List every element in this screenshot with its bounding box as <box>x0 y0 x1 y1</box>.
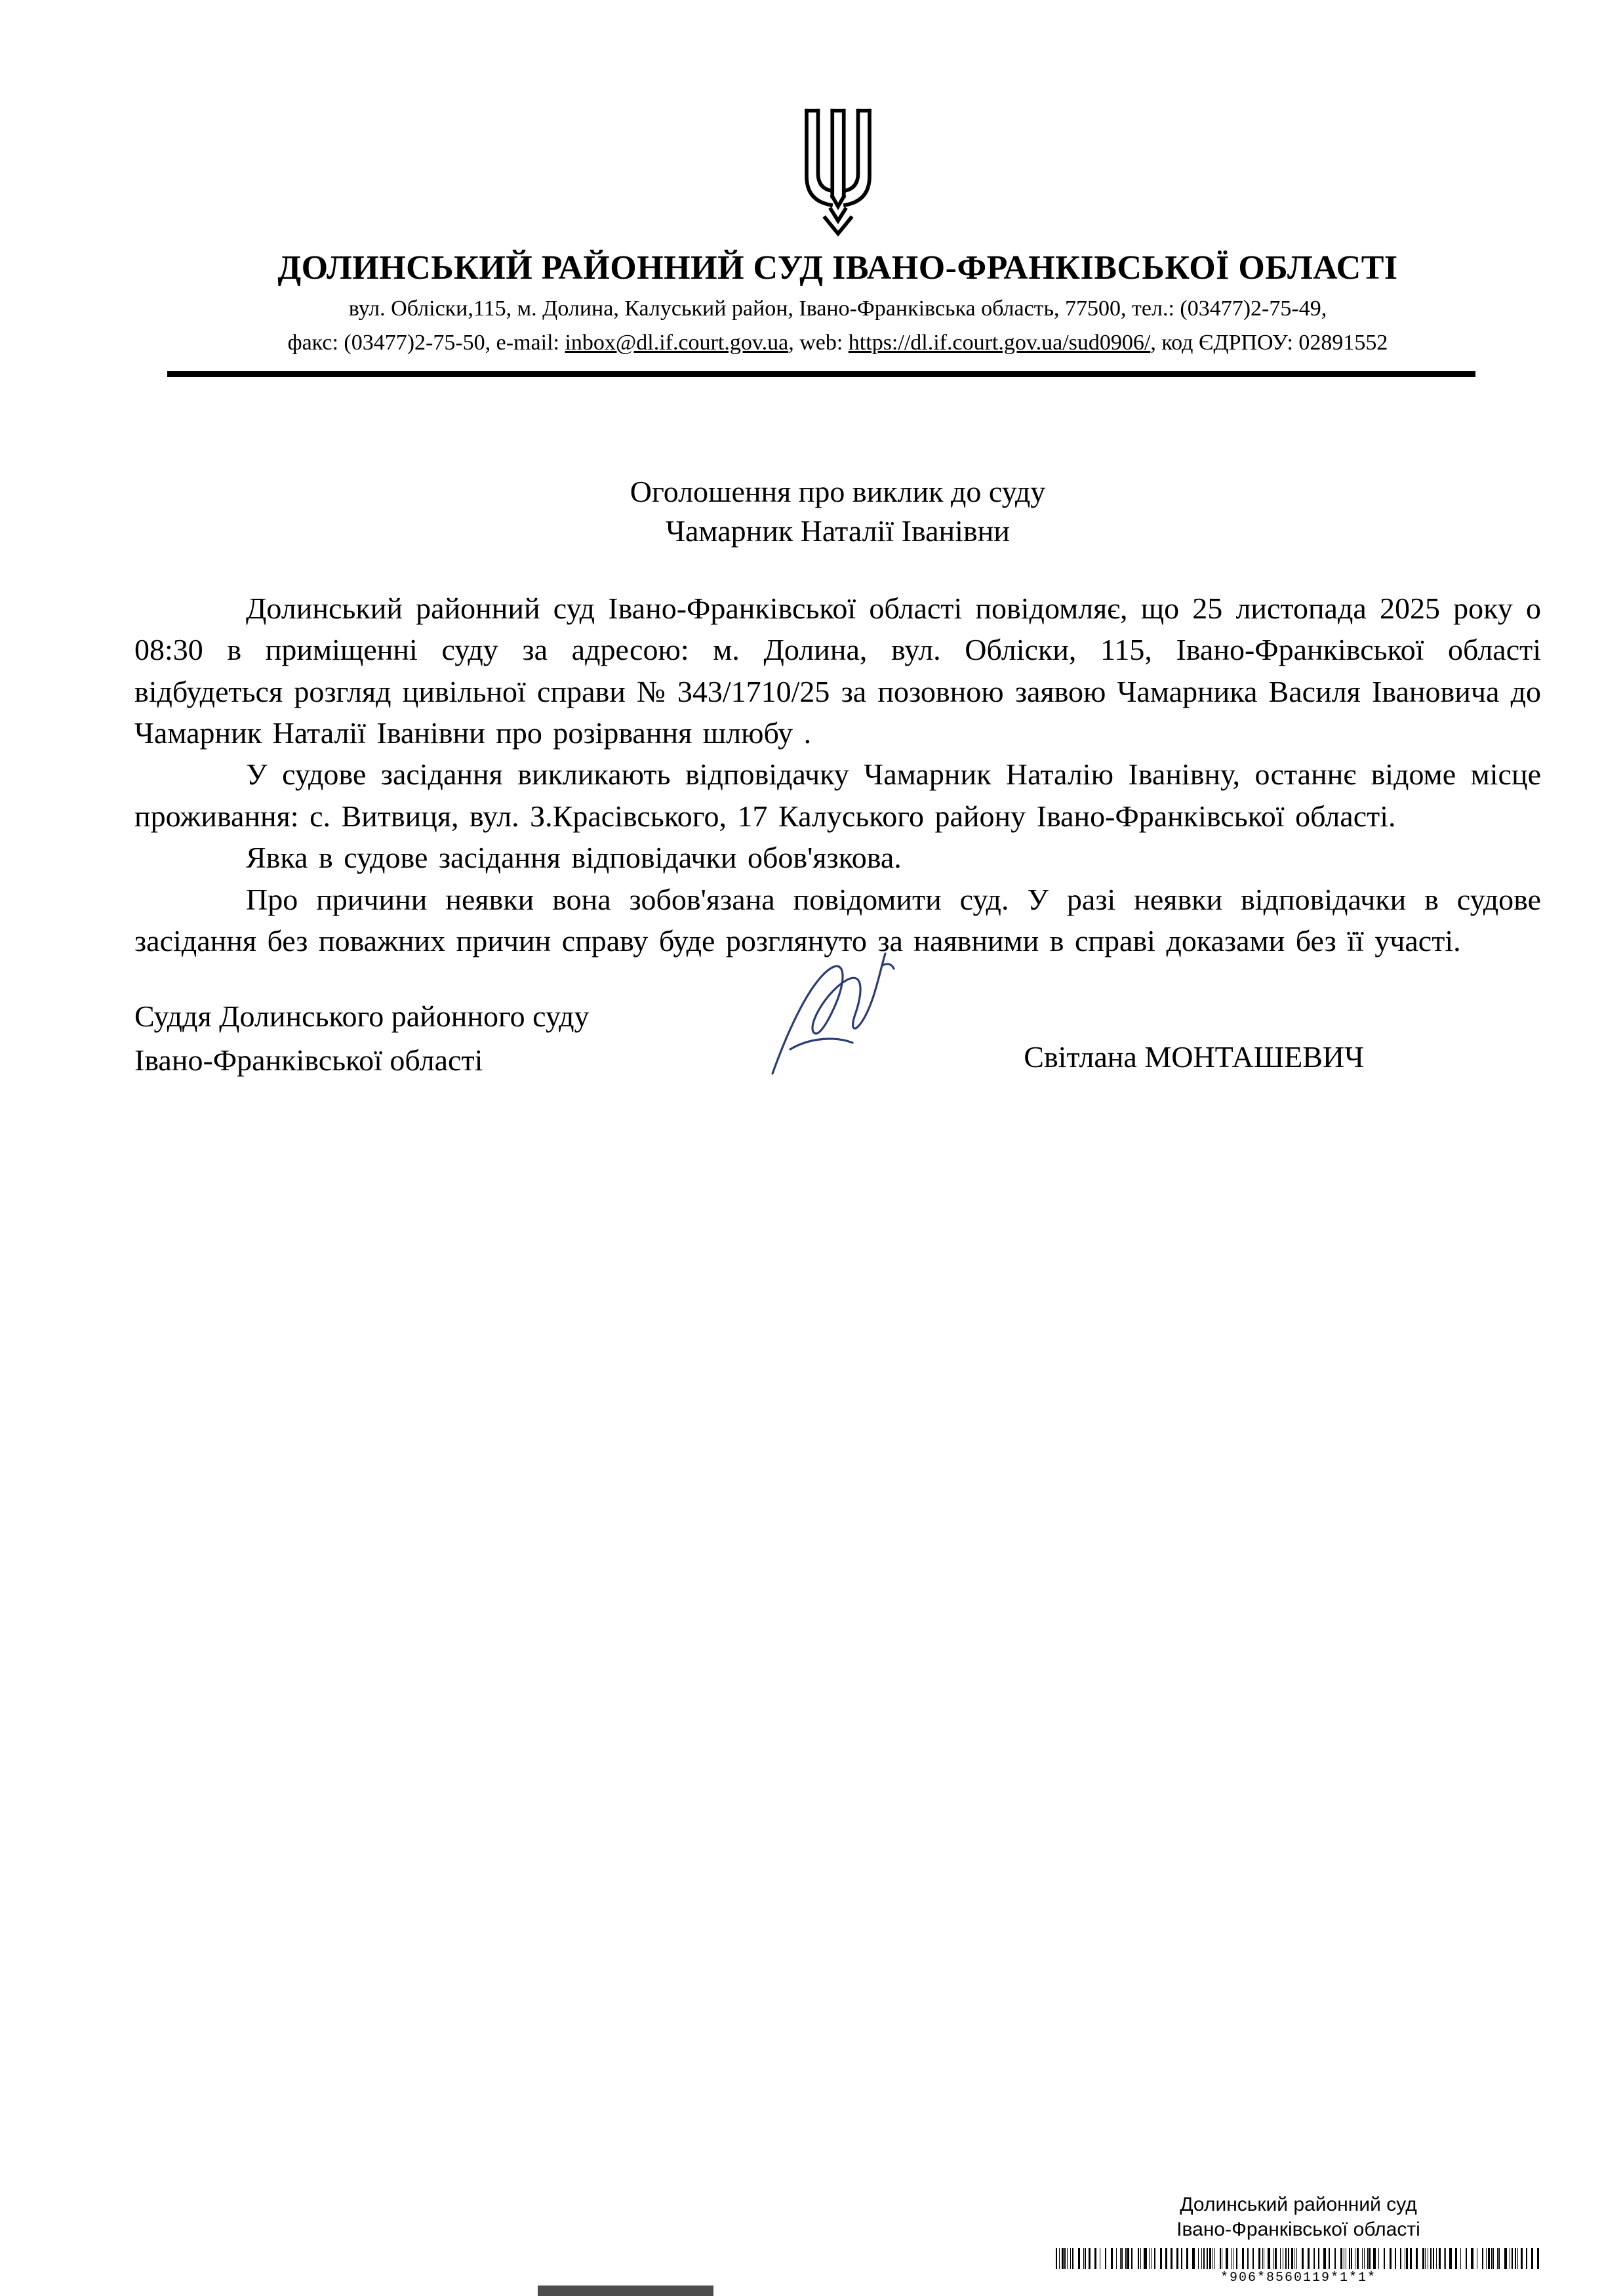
web-label: , web: <box>788 331 849 355</box>
edrpou-code: , код ЄДРПОУ: 02891552 <box>1150 331 1388 355</box>
announcement-subject: Чамарник Наталії Іванівни <box>666 514 1010 548</box>
footer-court-line-1: Долинський районний суд <box>1180 2194 1417 2215</box>
body-paragraph-2: У судове засідання викликають відповідачку Чамарник Наталію Іванівну, останнє відоме місце проживання: с. Витвиця, вул. З.Красівського, 17 Калуського району Івано-Франківської області. <box>134 757 1541 833</box>
court-address-line-2 <box>134 331 1541 355</box>
footer-court-line-2: Івано-Франківської області <box>1176 2218 1420 2240</box>
header-divider <box>167 371 1475 377</box>
signature-block <box>134 995 1541 1082</box>
judge-title-line-2: Івано-Франківської області <box>134 1043 483 1077</box>
body-paragraph-3: Явка в судове засідання відповідачки обов'язкова. <box>246 841 902 875</box>
court-website: https://dl.if.court.gov.ua/sud0906/ <box>848 331 1151 355</box>
court-email: inbox@dl.if.court.gov.ua <box>565 331 789 355</box>
announcement-body <box>134 588 1541 962</box>
document-footer <box>1056 2192 1541 2286</box>
judge-name: Світлана МОНТАШЕВИЧ <box>1024 1039 1364 1074</box>
judge-title-block <box>134 995 590 1082</box>
fax-label: факс: (03477)2-75-50, e-mail: <box>287 331 565 355</box>
body-paragraph-4: Про причини неявки вона зобов'язана повідомити суд. У разі неявки відповідачки в судове засідання без поважних причин справу буде розглянуто за наявними в справі доказами без її участі. <box>134 882 1541 958</box>
document-header <box>134 105 1541 377</box>
ukraine-trident-icon <box>789 105 887 239</box>
judge-title-line-1: Суддя Долинського районного суду <box>134 999 590 1033</box>
body-paragraph-1: Долинський районний суд Івано-Франківської області повідомляє, що 25 листопада 2025 року о 08:30 в приміщенні суду за адресою: м. Долина, вул. Обліски, 115, Івано-Франківської області відбудеться розгляд цивільної справи № 343/1710/25 за позовною заявою Чамарника Василя Івановича до Чамарник Наталії Іванівни про розірвання шлюбу . <box>134 591 1541 750</box>
announcement-title: Оголошення про виклик до суду <box>630 475 1046 508</box>
barcode <box>1056 2248 1541 2269</box>
barcode-text: *906*8560119*1*1* <box>1220 2270 1377 2286</box>
court-name: ДОЛИНСЬКИЙ РАЙОННИЙ СУД ІВАНО-ФРАНКІВСЬКОЇ ОБЛАСТІ <box>277 249 1398 287</box>
announcement-title-block <box>134 472 1541 551</box>
court-address-line-1: вул. Обліски,115, м. Долина, Калуський район, Івано-Франківська область, 77500, тел.: (03477)2-75-49, <box>348 296 1327 321</box>
scan-artifact <box>538 2286 713 2296</box>
